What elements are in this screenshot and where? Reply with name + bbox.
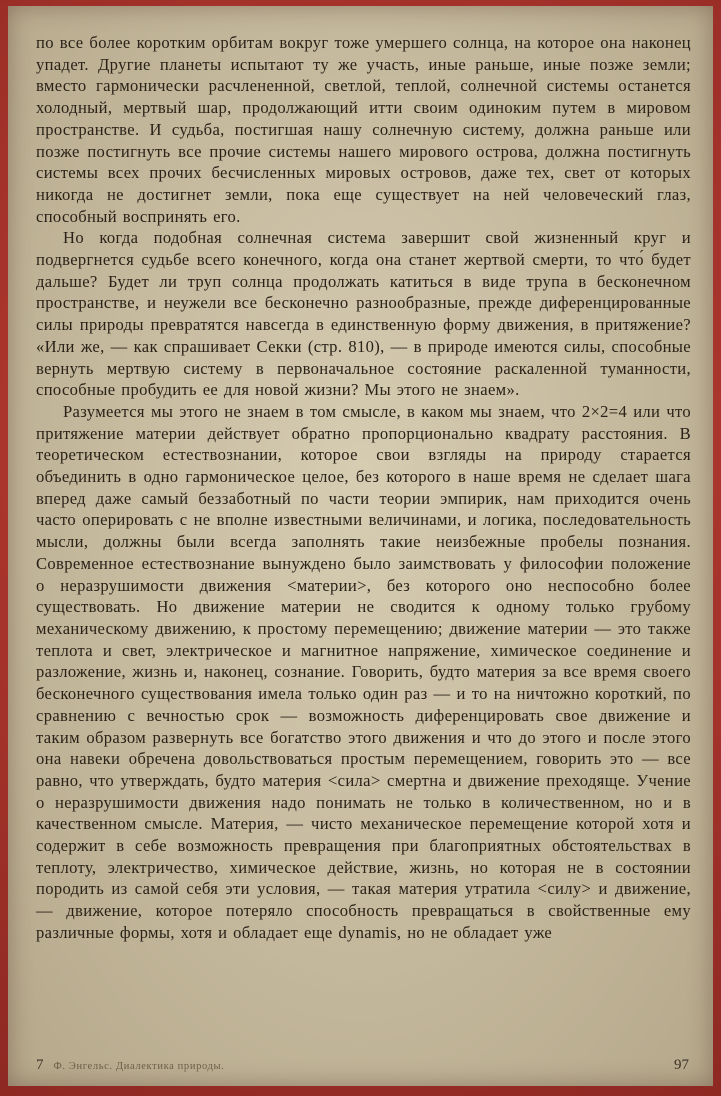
printer-signature: [36, 1057, 224, 1074]
body-paragraph: Но когда подобная солнечная система завершит свой жизненный круг и подвергнется судьбе всего конечного, когда она станет жертвой смерти, то что́ будет дальше? Будет ли труп солнца продолжать катиться в виде трупа в бесконечном пространстве, и неужели все бесконечно разнообразные, прежде диференцированные силы природы превратятся навсегда в единственную форму движения, в притяжение? «Или же, — как спрашивает Секки (стр. 810), — в природе имеются силы, способные вернуть мертвую систему в первоначальное состояние раскаленной туманности, способные пробудить ее для новой жизни? Мы этого не знаем».: [36, 228, 691, 400]
page-footer: [36, 1057, 689, 1074]
book-page: [8, 6, 713, 1086]
body-paragraph: по все более коротким орбитам вокруг тоже умершего солнца, на которое она наконец упадет. Другие планеты испытают ту же участь, иные раньше, иные позже земли; вместо гармонически расчлененной, светлой, теплой, солнечной системы останется холодный, мертвый шар, продолжающий итти своим одиноким путем в мировом пространстве. И судьба, постигшая нашу солнечную систему, должна раньше или позже постигнуть все прочие системы нашего мирового острова, должна постигнуть системы всех прочих бесчисленных мировых островов, даже тех, свет от которых никогда не достигнет земли, пока еще существует на ней человеческий глаз, способный воспринять его.: [36, 33, 691, 226]
page-text: [36, 32, 691, 944]
signature-text: Ф. Энгельс. Диалектика природы.: [53, 1061, 225, 1072]
signature-number: 7: [36, 1057, 44, 1073]
page-number: 97: [674, 1057, 689, 1073]
body-paragraph: Разумеется мы этого не знаем в том смысле, в каком мы знаем, что 2×2=4 или что притяжение материи действует обратно пропорционально квадрату расстояния. В теоретическом естествознании, которое свои взгляды на природу старается объединить в одно гармоническое целое, без которого в наше время не сделает шага вперед даже самый беззаботный по части теории эмпирик, нам приходится очень часто оперировать с не вполне известными величинами, и логика, последовательность мысли, должны были всегда заполнять такие неизбежные пробелы познания. Современное естествознание вынуждено было заимствовать у философии положение о неразрушимости движения <материи>, без которого оно неспособно более существовать. Но движение материи не сводится к одному только грубому механическому движению, к простому перемещению; движение материи — это также теплота и свет, электрическое и магнитное напряжение, химическое соединение и разложение, жизнь и, наконец, сознание. Говорить, будто материя за все время своего бесконечного существования имела только один раз — и то на ничтожно короткий, по сравнению с вечностью срок — возможность диференцировать свое движение и таким образом развернуть все богатство этого движения и что до этого и после этого она навеки обречена довольствоваться простым перемещением, говорить это — все равно, что утверждать, будто материя <сила> смертна и движение преходяще. Учение о неразрушимости движения надо понимать не только в количественном, но и в качественном смысле. Материя, — чисто механическое перемещение которой хотя и содержит в себе возможность превращения при благоприятных обстоятельствах в теплоту, электричество, химическое действие, жизнь, но которая не в состоянии породить из самой себя эти условия, — такая материя утратила <силу> и движение, — движение, которое потеряло способность превращаться в свойственные ему различные формы, хотя и обладает еще dynamis, но не обладает уже: [36, 401, 691, 942]
